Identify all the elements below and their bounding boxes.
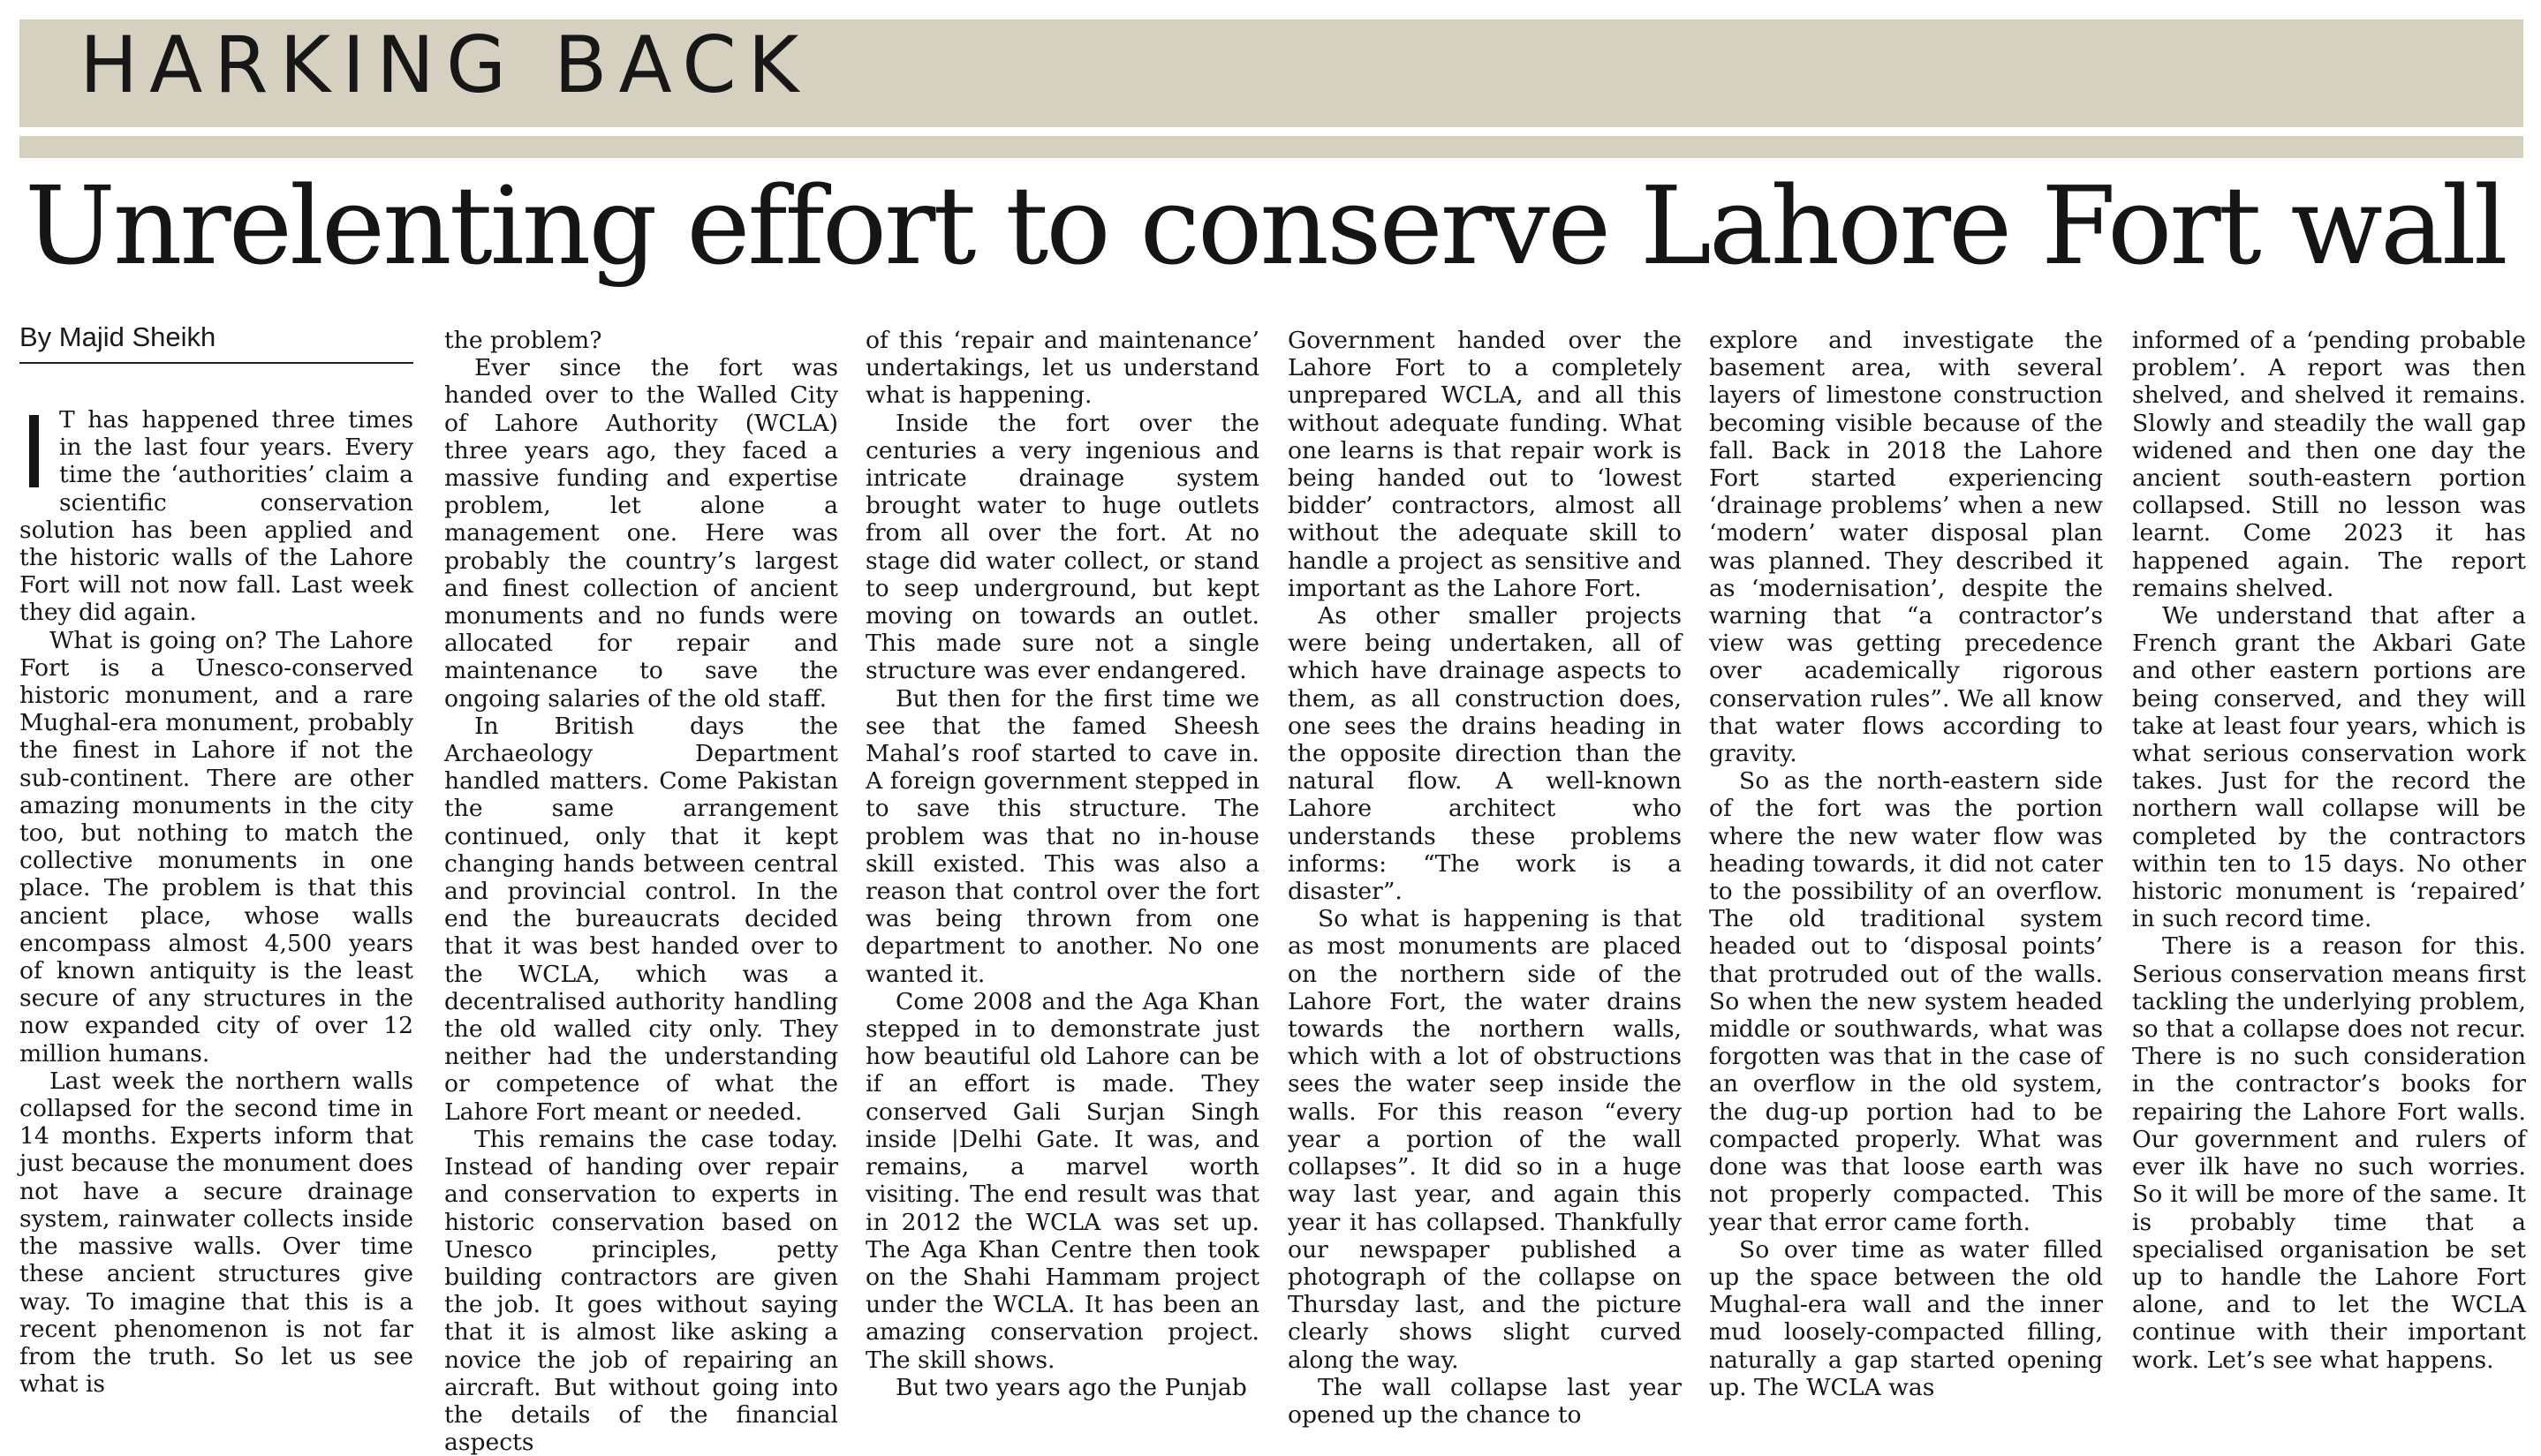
lead-text: T has happened three times in the last four years. Every time the ‘authorities’ claim a scientific conservation solution has been applied and the historic walls of the Lahore Fort will not now fall. Last week they did again. — [19, 406, 413, 627]
article-headline: Unrelenting effort to conserve Lahore Fort wall — [25, 163, 2506, 289]
paragraph: The wall collapse last year opened up the chance to — [1288, 1373, 1682, 1429]
paragraph: So over time as water filled up the space between the old Mughal-era wall and the inner mud loosely-compacted filling, naturally a gap started opening up. The WCLA was — [1709, 1235, 2103, 1401]
article-column-4 — [1288, 327, 1682, 1432]
paragraph-continued: the problem? — [444, 327, 602, 354]
paragraph: There is a reason for this. Serious conservation means first tackling the underlying problem, so that a collapse does not recur. There is no such consideration in the contractor’s books for repairing the Lahore Fort walls. Our government and rulers of ever ilk have no such worries. So it will be more of the same. It is probably time that a specialised organisation be set up to handle the Lahore Fort alone, and to let the WCLA continue with their important work. Let’s see what happens. — [2132, 932, 2526, 1374]
article-column-3 — [866, 327, 1259, 1432]
paragraph: We understand that after a French grant the Akbari Gate and other eastern portions are being conserved, and they will take at least four years, which is what serious conservation work takes. Just for the record the northern wall collapse will be completed by the contractors within ten to 15 days. No other historic monument is ‘repaired’ in such record time. — [2132, 602, 2526, 933]
paragraph: This remains the case today. Instead of handing over repair and conservation to experts in historic conservation based on Unesco principles, petty building contractors are given the job. It goes without saying that it is almost like asking a novice the job of repairing an aircraft. But without going into the details of the financial aspects — [444, 1125, 838, 1456]
article-column-6 — [2132, 327, 2526, 1432]
paragraph: But then for the first time we see that the famed Sheesh Mahal’s roof started to cave in. A foreign government stepped in to save this structure. The problem was that no in-house skill existed. This was also a reason that control over the fort was being thrown from one department to another. No one wanted it. — [866, 684, 1259, 988]
article-column-1 — [19, 396, 413, 1432]
paragraph: So what is happening is that as most monuments are placed on the northern side of the Lahore Fort, the water drains towards the northern walls, which with a lot of obstructions sees the water seep inside the walls. For this reason “every year a portion of the wall collapses”. It did so in a huge way last year, and again this year it has collapsed. Thankfully our newspaper published a photograph of the collapse on Thursday last, and the picture clearly shows slight curved along the way. — [1288, 905, 1682, 1374]
paragraph-continued: explore and investigate the basement area, with several layers of limestone construction becoming visible because of the fall. Back in 2018 the Lahore Fort started experiencing ‘drainage problems’ when a new ‘modern’ water disposal plan was planned. They described it as ‘modernisation’, despite the warning that “a contractor’s view was getting precedence over academically rigorous conservation rules”. We all know that water flows according to gravity. — [1709, 327, 2103, 768]
article-column-5 — [1709, 327, 2103, 1432]
paragraph: But two years ago the Punjab — [896, 1373, 1247, 1401]
paragraph: What is going on? The Lahore Fort is a Unesco-conserved historic monument, and a rare Mughal-era monument, probably the finest in Lahore if not the sub-continent. There are other amazing monuments in the city too, but nothing to match the collective monuments in one place. The problem is that this ancient place, whose walls encompass almost 4,500 years of known antiquity is the least secure of any structures in the now expanded city of over 12 million humans. — [19, 626, 413, 1067]
paragraph: Last week the northern walls collapsed for the second time in 14 months. Experts inform that just because the monument does not have a secure drainage system, rainwater collects inside the massive walls. Over time these ancient structures give way. To imagine that this is a recent phenomenon is not far from the truth. So let us see what is — [19, 1067, 413, 1399]
section-kicker: HARKING BACK — [79, 19, 811, 110]
header-rule — [19, 136, 2523, 158]
paragraph: So as the north-eastern side of the fort was the portion where the new water flow was heading towards, it did not cater to the possibility of an overflow. The old traditional system headed out to ‘disposal points’ that protruded out of the walls. So when the new system headed middle or southwards, what was forgotten was that in the case of an overflow in the old system, the dug-up portion had to be compacted properly. What was done was that loose earth was not properly compacted. This year that error came forth. — [1709, 767, 2103, 1236]
drop-cap: I — [19, 396, 49, 511]
paragraph-continued: informed of a ‘pending probable problem’. A report was then shelved, and shelved it remains. Slowly and steadily the wall gap widened and then one day the ancient south-eastern portion collapsed. Still no lesson was learnt. Come 2023 it has happened again. The report remains shelved. — [2132, 327, 2526, 602]
paragraph-continued: of this ‘repair and maintenance’ undertakings, let us understand what is happening. — [866, 327, 1259, 410]
paragraph: Inside the fort over the centuries a very ingenious and intricate drainage system brought water to huge outlets from all over the fort. At no stage did water collect, or stand to seep underground, but kept moving on towards an outlet. This made sure not a single structure was ever endangered. — [866, 409, 1259, 685]
paragraph: Come 2008 and the Aga Khan stepped in to demonstrate just how beautiful old Lahore can be if an effort is made. They conserved Gali Surjan Singh inside |Delhi Gate. It was, and remains, a marvel worth visiting. The end result was that in 2012 the WCLA was set up. The Aga Khan Centre then took on the Shahi Hammam project under the WCLA. It has been an amazing conservation project. The skill shows. — [866, 987, 1259, 1374]
article-column-2 — [444, 327, 838, 1456]
paragraph: As other smaller projects were being undertaken, all of which have drainage aspects to them, as all construction does, one sees the drains heading in the opposite direction than the natural flow. A well-known Lahore architect who understands these problems informs: “The work is a disaster”. — [1288, 602, 1682, 906]
paragraph: In British days the Archaeology Department handled matters. Come Pakistan the same arrangement continued, only that it kept changing hands between central and provincial control. In the end the bureaucrats decided that it was best handed over to the WCLA, which was a decentralised authority handling the old walled city only. They neither had the understanding or competence of what the Lahore Fort meant or needed. — [444, 712, 838, 1126]
lead-paragraph — [19, 396, 413, 627]
byline: By Majid Sheikh — [19, 321, 413, 364]
paragraph: Ever since the fort was handed over to the Walled City of Lahore Authority (WCLA) three years ago, they faced a massive funding and expertise problem, let alone a management one. Here was probably the country’s largest and finest collection of ancient monuments and no funds were allocated for repair and maintenance to save the ongoing salaries of the old staff. — [444, 354, 838, 713]
paragraph-continued: Government handed over the Lahore Fort to a completely unprepared WCLA, and all this without adequate funding. What one learns is that repair work is being handed out to ‘lowest bidder’ contractors, almost all without the adequate skill to handle a project as sensitive and important as the Lahore Fort. — [1288, 327, 1682, 602]
